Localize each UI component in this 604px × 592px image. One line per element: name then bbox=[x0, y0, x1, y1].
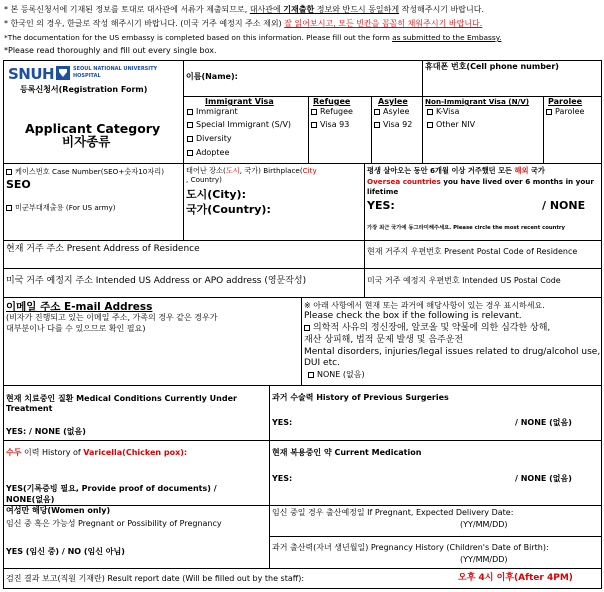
oversea-yes[interactable]: YES: bbox=[367, 199, 395, 212]
varicella-title-en: Varicella(Chicken pox): bbox=[83, 448, 188, 457]
varicella-title-mid: 이력 History of bbox=[21, 448, 84, 457]
surgery-yes[interactable]: YES: bbox=[272, 418, 293, 427]
us-army-checkbox[interactable] bbox=[6, 205, 12, 211]
category-title-ko: 비자종류 bbox=[62, 134, 111, 149]
row-line-385 bbox=[3, 385, 602, 386]
immigrant-checkbox-1[interactable] bbox=[187, 122, 193, 128]
asylee-header: Asylee bbox=[378, 97, 408, 106]
registration-title: 등록신청서(Registration Form) bbox=[20, 85, 148, 94]
row-line-440 bbox=[3, 440, 602, 441]
disorders-line-3 bbox=[304, 324, 550, 334]
birthplace-label-city-ko: 도시 bbox=[225, 166, 240, 175]
row-line-163 bbox=[3, 163, 602, 164]
intended-postal-label[interactable]: 미국 거주 예정지 우편번호 Intended US Postal Code bbox=[367, 276, 561, 285]
oversea-label-en bbox=[367, 178, 594, 186]
oversea-label-en-red: Oversea countries bbox=[367, 177, 441, 186]
case-number-prefix: SEO bbox=[6, 178, 31, 191]
logo-line-2: HOSPITAL bbox=[73, 73, 101, 79]
disorders-line-2: Please check the box if the following is relevant. bbox=[304, 311, 522, 321]
table-bottom-border bbox=[3, 588, 602, 589]
varicella-answer-1[interactable]: YES(기록증빙 필요, Provide proof of documents) / bbox=[6, 484, 217, 493]
nonimmigrant-header: Non-Immigrant Visa (N/V) bbox=[425, 97, 530, 106]
parolee-option-0[interactable] bbox=[546, 108, 584, 117]
asylee-option-0[interactable] bbox=[374, 108, 409, 117]
logo-line-1: SEOUL NATIONAL UNIVERSITY bbox=[73, 66, 158, 72]
medication-none[interactable]: / NONE (없음) bbox=[515, 474, 572, 483]
women-only-title: 여성만 해당(Women only) bbox=[6, 506, 111, 515]
expected-delivery-format: (YY/MM/DD) bbox=[460, 520, 508, 529]
current-treatment-answer[interactable]: YES: / NONE (없음) bbox=[6, 427, 86, 436]
row-line-pregnancy-split bbox=[269, 536, 602, 537]
immigrant-option-3-label: Adoptee bbox=[196, 148, 230, 157]
oversea-label-en-lifetime: lifetime bbox=[367, 187, 399, 196]
refugee-checkbox-1[interactable] bbox=[311, 122, 317, 128]
refugee-option-1[interactable] bbox=[311, 121, 349, 130]
asylee-option-0-label: Asylee bbox=[383, 107, 410, 116]
logo-emblem-icon bbox=[56, 66, 70, 80]
refugee-option-0[interactable] bbox=[311, 108, 353, 117]
header-line-3-prefix: *The documentation for the US embassy is completed based on this information. Please fill out the form bbox=[4, 33, 393, 42]
immigrant-checkbox-0[interactable] bbox=[187, 109, 193, 115]
varicella-answer-2[interactable]: NONE(없음) bbox=[6, 495, 55, 504]
immigrant-option-0-label: Immigrant bbox=[196, 107, 238, 116]
table-right-border bbox=[601, 60, 602, 589]
parolee-option-0-label: Parolee bbox=[555, 107, 585, 116]
email-note-2: 대부분이나 다를 수 있으므로 확인 필요) bbox=[6, 324, 146, 333]
disorders-none-option[interactable] bbox=[308, 371, 365, 380]
email-title[interactable]: 이메일 주소 E-mail Address bbox=[6, 301, 153, 313]
present-postal-label[interactable]: 현재 거주지 우편번호 Present Postal Code of Residence bbox=[367, 247, 578, 256]
row-line-568 bbox=[3, 568, 602, 569]
header-line-3-underlined: as submitted to the Embassy. bbox=[392, 33, 502, 42]
result-report-time: 오후 4시 이후(After 4PM) bbox=[458, 573, 573, 583]
pregnancy-answer[interactable]: YES (임신 중) / NO (임신 아님) bbox=[6, 547, 125, 556]
nonimmigrant-checkbox-1[interactable] bbox=[427, 122, 433, 128]
col-line-301 bbox=[301, 297, 302, 385]
header-line-1-bold: 기재출한 bbox=[283, 5, 315, 14]
birthplace-label-suffix: , Country) bbox=[186, 175, 222, 184]
immigrant-option-2-label: Diversity bbox=[196, 134, 232, 143]
oversea-recent-note: 가장 최근 국가에 동그라미해주세요. Please circle the most recent country bbox=[367, 225, 565, 231]
surgery-title: 과거 수술력 History of Previous Surgeries bbox=[272, 393, 449, 402]
refugee-header: Refugee bbox=[313, 97, 351, 106]
disorders-line-1: ※ 아래 사항에서 현재 또는 과거에 해당사항이 있는 경우 표시하세요. bbox=[304, 301, 545, 310]
refugee-option-0-label: Refugee bbox=[320, 107, 353, 116]
col-line-364 bbox=[364, 163, 365, 297]
header-line-1 bbox=[4, 6, 484, 15]
asylee-option-1[interactable] bbox=[374, 121, 412, 130]
disorders-line-4: 재산 상피해, 법적 문제 발생 및 음주운전 bbox=[304, 335, 464, 345]
refugee-option-1-label: Visa 93 bbox=[320, 120, 350, 129]
varicella-title bbox=[6, 449, 187, 458]
category-title-en: Applicant Category bbox=[25, 121, 161, 136]
oversea-label-ko bbox=[367, 167, 545, 175]
row-line-268 bbox=[3, 268, 602, 269]
pregnancy-history-label[interactable]: 과거 출산력(자녀 생년월일) Pregnancy History (Children's Date of Birth): bbox=[272, 543, 549, 552]
immigrant-option-2[interactable] bbox=[187, 135, 232, 144]
row-line-297 bbox=[3, 297, 602, 298]
disorders-checkbox[interactable] bbox=[304, 325, 310, 331]
varicella-title-ko: 수두 bbox=[6, 448, 22, 457]
birthplace-label-mid: , 국가) Birthplace( bbox=[239, 166, 303, 175]
parolee-checkbox-0[interactable] bbox=[546, 109, 552, 115]
table-left-border bbox=[3, 60, 4, 589]
asylee-option-1-label: Visa 92 bbox=[383, 120, 413, 129]
col-line-269 bbox=[269, 385, 270, 568]
immigrant-checkbox-2[interactable] bbox=[187, 136, 193, 142]
asylee-checkbox-0[interactable] bbox=[374, 109, 380, 115]
nonimmigrant-option-0-label: K-Visa bbox=[436, 107, 460, 116]
header-line-3 bbox=[4, 34, 501, 42]
oversea-none[interactable]: / NONE bbox=[542, 199, 586, 212]
disorders-none-label: NONE (없음) bbox=[317, 370, 365, 379]
refugee-checkbox-0[interactable] bbox=[311, 109, 317, 115]
nonimmigrant-option-0[interactable] bbox=[427, 108, 459, 117]
case-number-checkbox[interactable] bbox=[6, 169, 12, 175]
birthplace-label-city-en: City bbox=[302, 166, 317, 175]
col-line-183 bbox=[183, 60, 184, 240]
medication-title: 현재 복용중인 약 Current Medication bbox=[272, 448, 422, 457]
expected-delivery-label[interactable]: 임신 중일 경우 출산예정일 If Pregnant, Expected Delivery Date: bbox=[272, 508, 514, 517]
asylee-checkbox-1[interactable] bbox=[374, 122, 380, 128]
disorders-line-5: Mental disorders, injuries/legal issues related to drug/alcohol use, bbox=[304, 347, 601, 357]
table-top-border bbox=[3, 60, 602, 61]
header-line-2-red: 잘 읽어보시고, 모든 빈칸을 꼼꼼히 채워주시기 바랍니다. bbox=[284, 19, 483, 28]
header-line-1-underlined-2: 정보와 반드시 동일하게 bbox=[314, 5, 400, 14]
result-report-label: 검진 결과 보고(직원 기재란) Result report date (Will be filled out by the staff): bbox=[6, 574, 305, 583]
pregnancy-history-format: (YY/MM/DD) bbox=[460, 555, 508, 564]
header-line-2-prefix: * 한국인 의 경우, 한글로 작성 해주시기 바랍니다. (미국 거주 예정지 주소 제외) bbox=[4, 19, 285, 28]
current-treatment-title: 현재 치료중인 질환 Medical Conditions Currently Under bbox=[6, 394, 237, 403]
pregnancy-possibility-label: 임신 중 혹은 가능성 Pregnant or Possibility of Pregnancy bbox=[6, 519, 222, 528]
disorders-none-checkbox[interactable] bbox=[308, 372, 314, 378]
disorders-line-6: DUI etc. bbox=[304, 358, 340, 368]
name-label: 이름(Name): bbox=[186, 72, 238, 81]
phone-label: 휴대폰 번호(Cell phone number) bbox=[425, 62, 559, 71]
birth-country-field[interactable]: 국가(Country): bbox=[186, 203, 271, 216]
us-army-option[interactable] bbox=[6, 204, 116, 212]
disorders-line-3-text: 의학적 사유의 정신장애, 알코올 및 약물에 의한 심각한 상해, bbox=[313, 323, 551, 333]
nonimmigrant-checkbox-0[interactable] bbox=[427, 109, 433, 115]
col-line-371 bbox=[371, 96, 372, 164]
present-address-label[interactable]: 현재 거주 주소 Present Address of Residence bbox=[6, 244, 200, 254]
oversea-label-en-suffix: you have lived over 6 months in your bbox=[440, 177, 594, 186]
header-line-2 bbox=[4, 20, 482, 29]
immigrant-visa-header: Immigrant Visa bbox=[205, 97, 274, 106]
surgery-none[interactable]: / NONE (없음) bbox=[515, 418, 572, 427]
immigrant-option-1[interactable] bbox=[187, 121, 291, 130]
case-number-label-text: 케이스번호 Case Number(SEO+숫자10자리) bbox=[15, 167, 165, 176]
case-number-label bbox=[6, 168, 164, 176]
birth-city-field[interactable]: 도시(City): bbox=[186, 188, 246, 201]
immigrant-option-3[interactable] bbox=[187, 149, 229, 158]
oversea-label-ko-suffix: 국가 bbox=[528, 166, 545, 175]
birthplace-label-prefix: 태어난 장소( bbox=[186, 166, 226, 175]
snuh-logo bbox=[6, 64, 158, 84]
header-line-4: *Please read thoroughly and fill out every single box. bbox=[4, 46, 217, 55]
row-line-240 bbox=[3, 240, 602, 241]
col-line-308 bbox=[308, 96, 309, 164]
oversea-label-ko-prefix: 평생 살아오는 동안 6개월 이상 거주했던 모든 bbox=[367, 166, 515, 175]
header-line-1-prefix: * 본 등록신청서에 기재된 정보를 토대로 대사관에 서류가 제출되므로, bbox=[4, 5, 250, 14]
logo-brand: SNUH bbox=[8, 65, 55, 83]
current-treatment-title-2: Treatment bbox=[6, 404, 53, 413]
header-line-1-underlined: 대사관에 bbox=[249, 5, 284, 14]
intended-address-label[interactable]: 미국 거주 예정지 주소 Intended US Address or APO address (영문작성) bbox=[6, 276, 307, 286]
oversea-label-ko-red: 해외 bbox=[514, 166, 529, 175]
nonimmigrant-option-1-label: Other NIV bbox=[436, 120, 476, 129]
nonimmigrant-option-1[interactable] bbox=[427, 121, 475, 130]
us-army-label: 미군부대재출용 (For US army) bbox=[15, 203, 116, 212]
immigrant-checkbox-3[interactable] bbox=[187, 150, 193, 156]
parolee-header: Parolee bbox=[548, 97, 583, 106]
immigrant-option-1-label: Special Immigrant (S/V) bbox=[196, 120, 292, 129]
col-line-543 bbox=[543, 96, 544, 164]
birthplace-label bbox=[186, 167, 317, 175]
email-note-1: (비자가 진행되고 있는 이메일 주소, 가족의 경우 같은 경우가 bbox=[6, 313, 218, 322]
col-line-422 bbox=[422, 60, 423, 164]
immigrant-option-0[interactable] bbox=[187, 108, 238, 117]
header-line-1-suffix: 작성해주시기 바랍니다. bbox=[399, 5, 485, 14]
medication-yes[interactable]: YES: bbox=[272, 474, 293, 483]
